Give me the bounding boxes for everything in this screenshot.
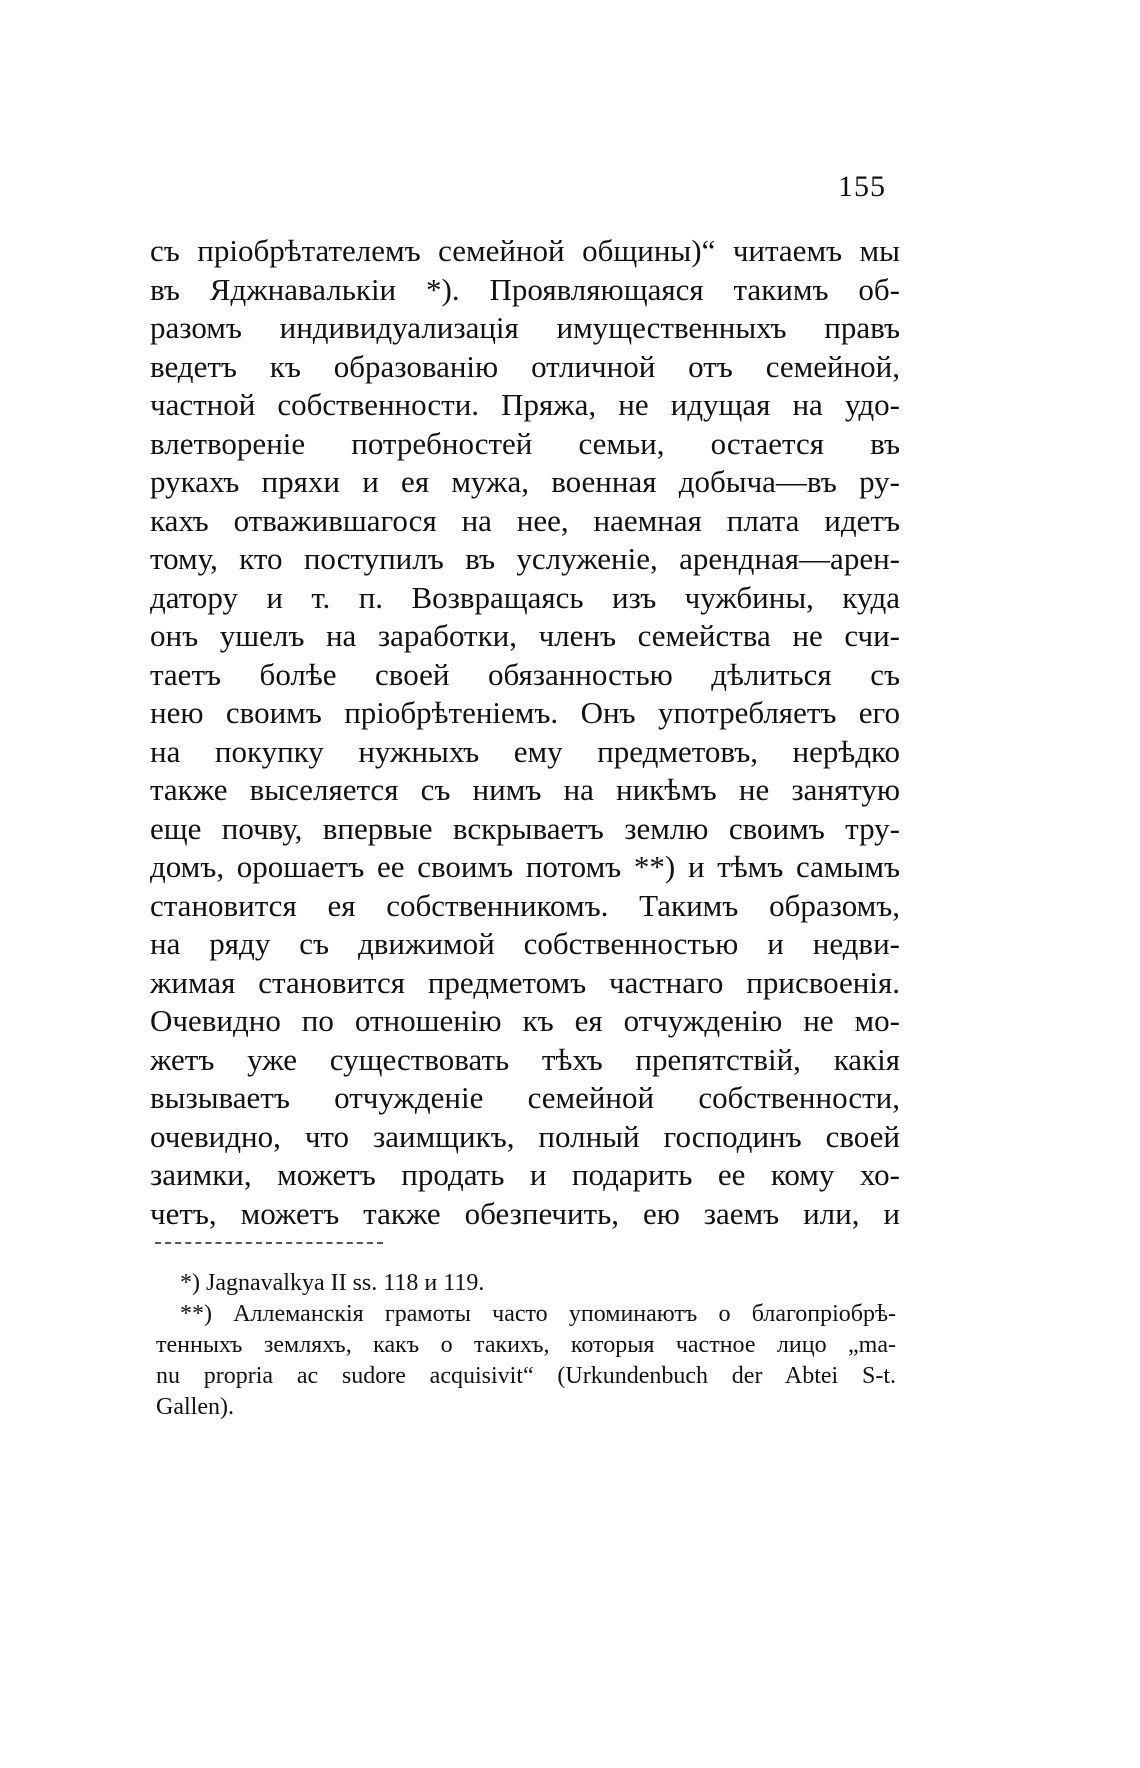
- footnote-1: *) Jagnavalkya II ss. 118 и 119.: [180, 1270, 485, 1296]
- text-line: становится ея собственникомъ. Такимъ образомъ,: [150, 887, 900, 923]
- text-line: домъ, орошаетъ ее своимъ потомъ **) и тѣмъ самымъ: [150, 849, 900, 884]
- text-line: таетъ болѣе своей обязанностью дѣлиться съ: [150, 656, 900, 692]
- text-line: очевидно, что заимщикъ, полный господинъ своей: [150, 1118, 900, 1154]
- text-line: вызываетъ отчужденіе семейной собственности,: [150, 1080, 900, 1115]
- text-line: тому, кто поступилъ въ услуженіе, арендная—арен-: [150, 541, 900, 576]
- footnote-2-line: Gallen).: [156, 1394, 234, 1420]
- footnote-2-line: **) Аллеманскія грамоты часто упоминаютъ о благопріобрѣ-: [180, 1301, 896, 1327]
- footnote-separator: [155, 1242, 383, 1244]
- text-line: кахъ отважившагося на нее, наемная плата идетъ: [150, 502, 900, 538]
- footnotes: [156, 1268, 896, 1423]
- main-text: [150, 232, 900, 1233]
- text-line: онъ ушелъ на заработки, членъ семейства не счи-: [150, 618, 900, 653]
- text-line: четъ, можетъ также обезпечить, ею заемъ или, и: [150, 1195, 900, 1231]
- text-line: жетъ уже существовать тѣхъ препятствій, какія: [150, 1041, 900, 1077]
- footnote-2-line: тенныхъ земляхъ, какъ о такихъ, которыя частное лицо „ma-: [156, 1332, 896, 1358]
- text-line: нею своимъ пріобрѣтеніемъ. Онъ употребляетъ его: [150, 695, 900, 730]
- text-line: также выселяется съ нимъ на никѣмъ не занятую: [150, 772, 900, 807]
- text-line: на покупку нужныхъ ему предметовъ, нерѣдко: [150, 733, 900, 769]
- text-line: частной собственности. Пряжа, не идущая на удо-: [150, 387, 900, 422]
- text-line: датору и т. п. Возвращаясь изъ чужбины, куда: [150, 579, 900, 615]
- text-line: жимая становится предметомъ частнаго присвоенія.: [150, 964, 900, 1000]
- text-line: разомъ индивидуализація имущественныхъ правъ: [150, 310, 900, 345]
- text-line: Очевидно по отношенію къ ея отчужденію не мо-: [150, 1003, 900, 1038]
- text-line: ведетъ къ образованію отличной отъ семейной,: [150, 348, 900, 384]
- text-line: еще почву, впервые вскрываетъ землю своимъ тру-: [150, 810, 900, 846]
- footnote-2-line: nu propria ac sudore acquisivit“ (Urkundenbuch der Abtei S-t.: [156, 1363, 896, 1389]
- text-line: влетвореніе потребностей семьи, остается въ: [150, 425, 900, 461]
- page-number: 155: [838, 170, 886, 203]
- text-line: съ пріобрѣтателемъ семейной общины)“ читаемъ мы: [150, 233, 900, 268]
- text-line: рукахъ пряхи и ея мужа, военная добыча—въ ру-: [150, 464, 900, 499]
- text-line: на ряду съ движимой собственностью и недви-: [150, 926, 900, 961]
- text-line: въ Яджнавалькіи *). Проявляющаяся такимъ об-: [150, 271, 900, 307]
- text-line: заимки, можетъ продать и подарить ее кому хо-: [150, 1157, 900, 1192]
